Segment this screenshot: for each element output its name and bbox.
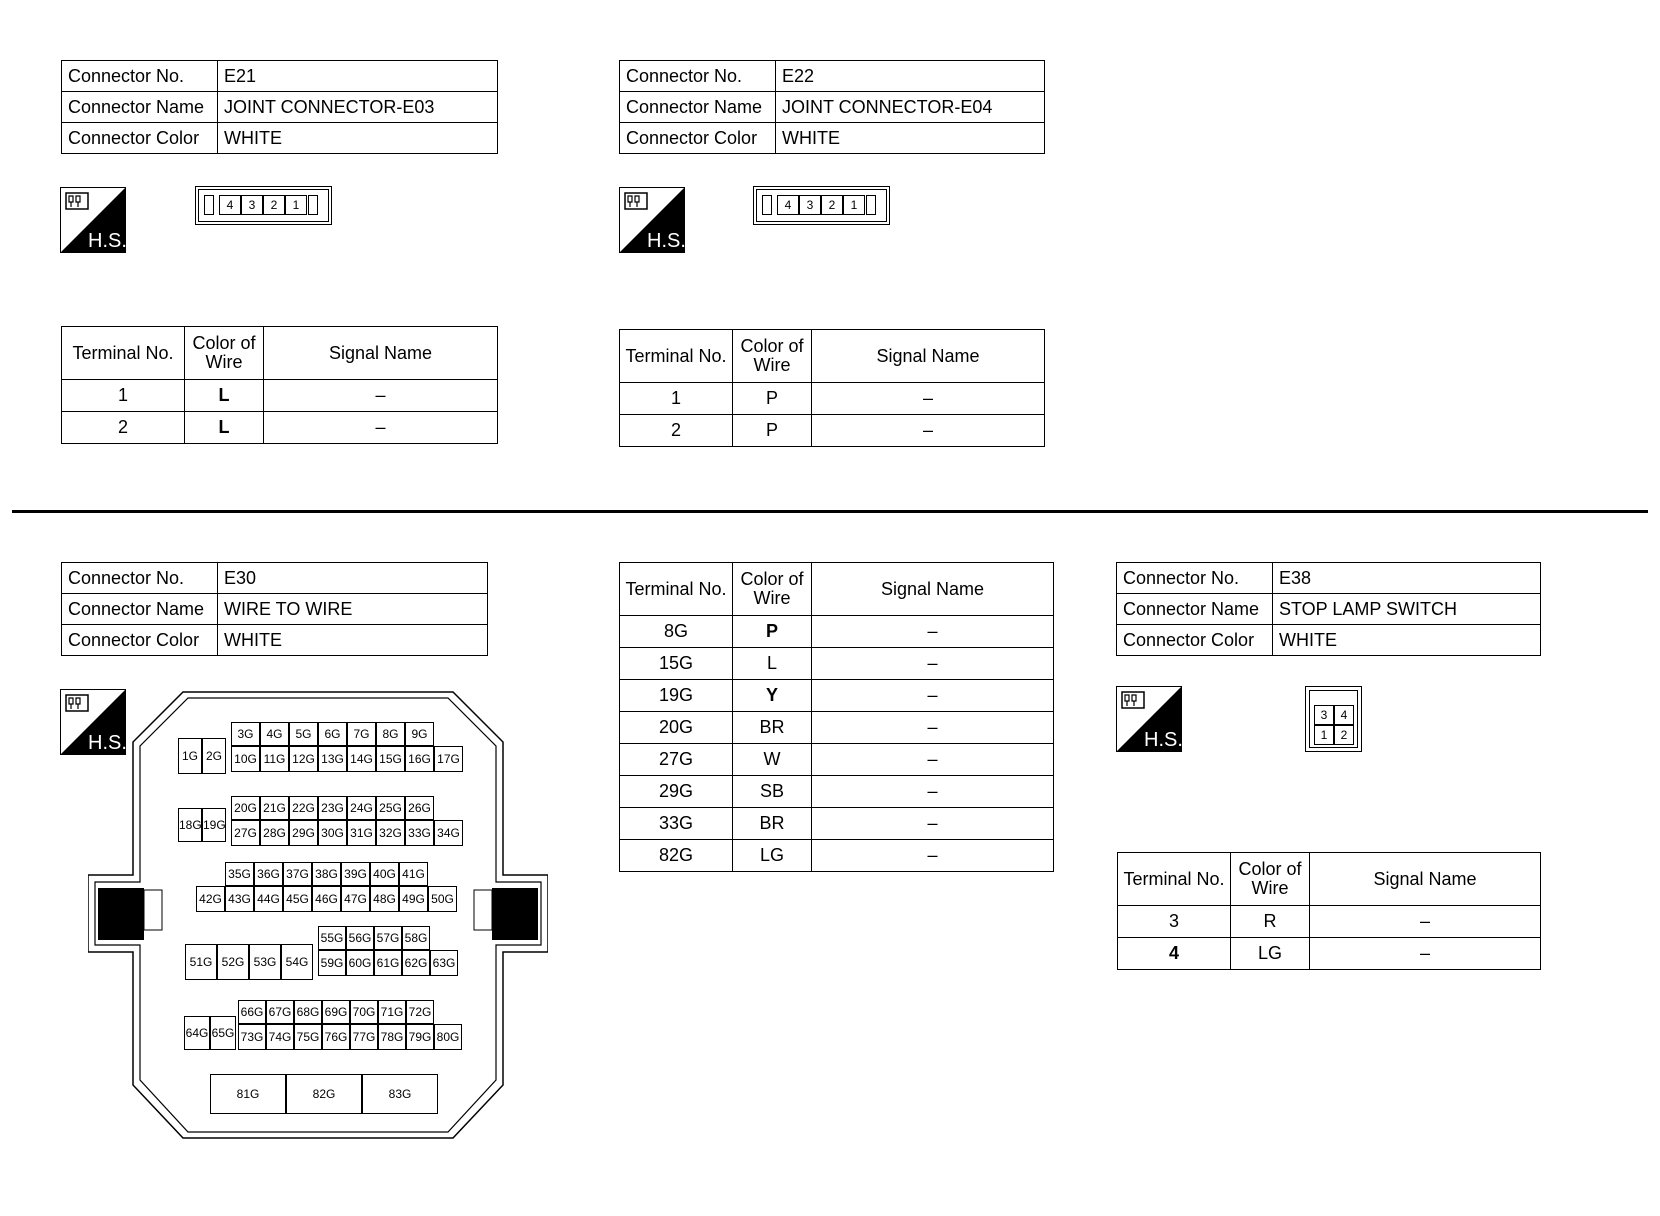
label-connector-name: Connector Name (62, 594, 218, 625)
table-row: 15G L – (620, 648, 1054, 680)
pin: 70G (350, 1000, 378, 1024)
e22-connector-name: JOINT CONNECTOR-E04 (776, 92, 1045, 123)
pin: 22G (289, 796, 318, 820)
pin: 33G (405, 820, 434, 846)
pin: 67G (266, 1000, 294, 1024)
pin: 18G (178, 808, 202, 842)
pin: 5G (289, 722, 318, 746)
pin: 8G (376, 722, 405, 746)
e30-connector-no: E30 (218, 563, 488, 594)
pin: 10G (231, 746, 260, 772)
e21-connector-no: E21 (218, 61, 498, 92)
label-connector-color: Connector Color (1117, 625, 1273, 656)
e21-connector-name: JOINT CONNECTOR-E03 (218, 92, 498, 123)
pin: 48G (370, 886, 399, 912)
label-connector-no: Connector No. (1117, 563, 1273, 594)
pin: 55G (318, 926, 346, 950)
table-row: 27G W – (620, 744, 1054, 776)
e22-info-table (619, 60, 1045, 154)
svg-text:H.S.: H.S. (647, 230, 685, 252)
pin: 4 (777, 195, 799, 215)
pin: 2 (821, 195, 843, 215)
pin: 73G (238, 1024, 266, 1050)
table-row: 20G BR – (620, 712, 1054, 744)
pin: 60G (346, 950, 374, 976)
e21-pin-face (195, 186, 332, 225)
e38-connector-no: E38 (1273, 563, 1541, 594)
pin: 36G (254, 862, 283, 886)
pin: 25G (376, 796, 405, 820)
pin: 3G (231, 722, 260, 746)
pin: 27G (231, 820, 260, 846)
table-row: 3 R – (1118, 906, 1541, 938)
pin: 24G (347, 796, 376, 820)
hs-icon (619, 187, 685, 253)
pin: 58G (402, 926, 430, 950)
header-signal-name: Signal Name (264, 327, 498, 380)
table-row: 82G LG – (620, 840, 1054, 872)
header-signal-name: Signal Name (1310, 853, 1541, 906)
e30-info-table (61, 562, 488, 656)
e21-terminal-table (61, 326, 498, 444)
table-row: 29G SB – (620, 776, 1054, 808)
pin: 45G (283, 886, 312, 912)
header-signal-name: Signal Name (812, 330, 1045, 383)
e38-pin-face (1305, 686, 1362, 752)
pin: 20G (231, 796, 260, 820)
e38-connector-color: WHITE (1273, 625, 1541, 656)
pin: 1G (178, 738, 202, 774)
label-connector-color: Connector Color (62, 123, 218, 154)
e22-terminal-table (619, 329, 1045, 447)
label-connector-no: Connector No. (62, 563, 218, 594)
header-color-of-wire: Color of Wire (1231, 853, 1310, 906)
e21-info-table (61, 60, 498, 154)
pin: 57G (374, 926, 402, 950)
pin: 37G (283, 862, 312, 886)
label-connector-no: Connector No. (620, 61, 776, 92)
pin: 4G (260, 722, 289, 746)
pin: 64G (184, 1016, 210, 1050)
pin: 11G (260, 746, 289, 772)
table-row: 19G Y – (620, 680, 1054, 712)
pin: 15G (376, 746, 405, 772)
pin: 80G (434, 1024, 462, 1050)
pin: 1 (285, 195, 307, 215)
pin: 4 (1334, 705, 1354, 725)
pin: 61G (374, 950, 402, 976)
pin: 38G (312, 862, 341, 886)
e38-connector-name: STOP LAMP SWITCH (1273, 594, 1541, 625)
pin: 39G (341, 862, 370, 886)
pin: 2 (263, 195, 285, 215)
pin: 16G (405, 746, 434, 772)
pin: 28G (260, 820, 289, 846)
e30-connector-name: WIRE TO WIRE (218, 594, 488, 625)
pin: 1 (1314, 725, 1334, 745)
e22-pin-face (753, 186, 890, 225)
pin: 77G (350, 1024, 378, 1050)
e38-info-table (1116, 562, 1541, 656)
header-terminal-no: Terminal No. (620, 330, 733, 383)
pin: 21G (260, 796, 289, 820)
pin: 26G (405, 796, 434, 820)
label-connector-color: Connector Color (62, 625, 218, 656)
pin: 46G (312, 886, 341, 912)
svg-text:H.S.: H.S. (88, 230, 126, 252)
pin: 79G (406, 1024, 434, 1050)
section-divider (12, 510, 1648, 513)
pin: 17G (434, 746, 463, 772)
pin: 13G (318, 746, 347, 772)
pin: 32G (376, 820, 405, 846)
svg-text:H.S.: H.S. (88, 732, 126, 754)
pin: 4 (219, 195, 241, 215)
header-color-of-wire: Color of Wire (185, 327, 264, 380)
e30-connector-color: WHITE (218, 625, 488, 656)
pin: 59G (318, 950, 346, 976)
pin: 71G (378, 1000, 406, 1024)
pin: 7G (347, 722, 376, 746)
pin: 78G (378, 1024, 406, 1050)
pin: 29G (289, 820, 318, 846)
pin: 54G (281, 944, 313, 980)
pin: 75G (294, 1024, 322, 1050)
pin: 68G (294, 1000, 322, 1024)
pin: 40G (370, 862, 399, 886)
pin: 44G (254, 886, 283, 912)
pin: 53G (249, 944, 281, 980)
pin: 69G (322, 1000, 350, 1024)
pin: 23G (318, 796, 347, 820)
pin: 31G (347, 820, 376, 846)
pin: 14G (347, 746, 376, 772)
pin: 3 (241, 195, 263, 215)
pin: 76G (322, 1024, 350, 1050)
pin: 65G (210, 1016, 236, 1050)
pin: 50G (428, 886, 457, 912)
hs-icon (60, 187, 126, 253)
pin: 6G (318, 722, 347, 746)
header-color-of-wire: Color of Wire (733, 330, 812, 383)
pin: 9G (405, 722, 434, 746)
pin: 2G (202, 738, 226, 774)
pin: 1 (843, 195, 865, 215)
header-terminal-no: Terminal No. (620, 563, 733, 616)
label-connector-no: Connector No. (62, 61, 218, 92)
pin: 72G (406, 1000, 434, 1024)
pin: 43G (225, 886, 254, 912)
pin: 52G (217, 944, 249, 980)
header-terminal-no: Terminal No. (62, 327, 185, 380)
table-row: 2 P – (620, 415, 1045, 447)
pin: 2 (1334, 725, 1354, 745)
label-connector-name: Connector Name (62, 92, 218, 123)
header-signal-name: Signal Name (812, 563, 1054, 616)
e22-connector-color: WHITE (776, 123, 1045, 154)
pin: 56G (346, 926, 374, 950)
pin: 41G (399, 862, 428, 886)
pin: 42G (196, 886, 225, 912)
pin: 12G (289, 746, 318, 772)
e22-connector-no: E22 (776, 61, 1045, 92)
pin: 81G (210, 1074, 286, 1114)
pin: 82G (286, 1074, 362, 1114)
pin: 66G (238, 1000, 266, 1024)
label-connector-name: Connector Name (1117, 594, 1273, 625)
pin: 3 (799, 195, 821, 215)
pin: 62G (402, 950, 430, 976)
pin: 74G (266, 1024, 294, 1050)
pin: 19G (202, 808, 226, 842)
pin: 51G (185, 944, 217, 980)
pin: 30G (318, 820, 347, 846)
pin: 34G (434, 820, 463, 846)
table-row: 1 P – (620, 383, 1045, 415)
e30-connector-face (88, 690, 548, 1140)
table-row: 1 L – (62, 380, 498, 412)
label-connector-name: Connector Name (620, 92, 776, 123)
pin: 3 (1314, 705, 1334, 725)
pin: 35G (225, 862, 254, 886)
table-row: 4 LG – (1118, 938, 1541, 970)
e38-terminal-table (1117, 852, 1541, 970)
svg-text:H.S.: H.S. (1144, 729, 1182, 751)
table-row: 2 L – (62, 412, 498, 444)
table-row: 33G BR – (620, 808, 1054, 840)
e21-connector-color: WHITE (218, 123, 498, 154)
label-connector-color: Connector Color (620, 123, 776, 154)
e30-terminal-table (619, 562, 1054, 872)
pin: 63G (430, 950, 458, 976)
pin: 83G (362, 1074, 438, 1114)
pin: 49G (399, 886, 428, 912)
hs-icon (1116, 686, 1182, 752)
pin: 47G (341, 886, 370, 912)
table-row: 8G P – (620, 616, 1054, 648)
header-terminal-no: Terminal No. (1118, 853, 1231, 906)
header-color-of-wire: Color of Wire (733, 563, 812, 616)
